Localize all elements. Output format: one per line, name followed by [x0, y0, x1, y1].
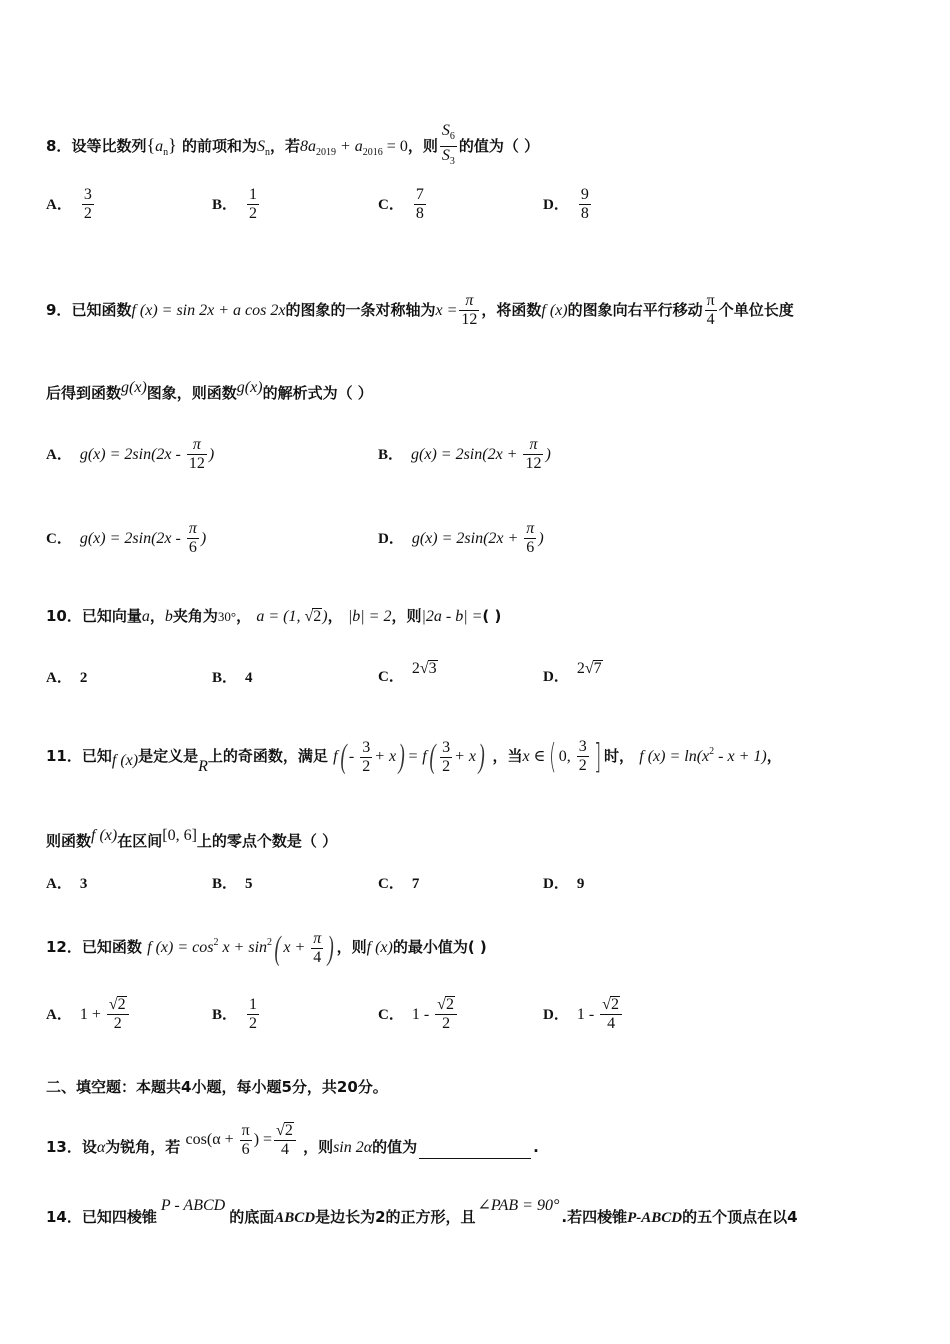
q10-vector-a: a = (1, √2): [256, 608, 328, 625]
q11-option-d[interactable]: D． 9: [543, 876, 585, 892]
q12-option-a[interactable]: A． 1 + $\frac{√2}{2}$: [46, 996, 131, 1033]
q9-function: f (x) = sin 2x + a cos 2x: [131, 302, 286, 319]
q10-stem: 10．已知向量a，b夹角为30°， a = (1, √2)， |b| = 2，则|2a - b| =( ): [46, 607, 502, 625]
q10-option-d[interactable]: D． 2√7: [543, 660, 602, 685]
q13-answer-blank[interactable]: [419, 1140, 531, 1159]
q9-axis: $\frac{\pi}{12}$: [461, 292, 478, 328]
q9-option-b[interactable]: B． g(x) = 2sin(2x + $\frac{\pi}{12}$ ): [378, 436, 551, 472]
q11-definition: f $(x) = \ln(x^2 - x + 1)$: [639, 746, 767, 765]
q10-expr: |2a - b| =: [421, 608, 483, 625]
q11-equation: f( - $\frac{3}{2}$ + x) = f( $\frac{3}{2}$ + x): [333, 738, 485, 776]
section-fill-in-blank-title: 二、填空题：本题共4小题，每小题5分，共20分。: [46, 1078, 388, 1096]
q13-condition: cos(α + $\frac{\pi}{6}$ ) = $\frac{√2}{4}$: [186, 1131, 298, 1148]
q12-stem: 12．已知函数 f $(x) = \cos^2 x + \sin^2$( x + $\frac{\pi}{4}$ ) ，则f (x)的最小值为( ): [46, 929, 487, 967]
q9-stem-line1: 9．已知函数f (x) = sin 2x + a cos 2x的图象的一条对称轴为x = $\frac{\pi}{12}$ ，将函数f (x)的图象向右平行移动 $\frac{\pi}{4}$ 个单位长度: [46, 292, 794, 328]
q12-function: f $(x) = \cos^2 x + \sin^2$( x + $\frac{\pi}{4}$ ): [147, 929, 335, 967]
q8-an: $a_n$: [155, 138, 169, 158]
q8-option-a[interactable]: A． $\frac{3}{2}$: [46, 186, 92, 222]
q8-stem: 8．设等比数列$\{a_n\}$ 的前项和为$S_n$，若$8a_{2019} + a_{2016} = 0$，则 $\frac{S_6}{S_3}$ 的值为（ ）: [46, 122, 539, 171]
q10-option-a[interactable]: A． 2: [46, 670, 88, 686]
q11-option-c[interactable]: C． 7: [378, 876, 420, 892]
q11-number: 11．: [46, 747, 82, 765]
q14-stem: 14．已知四棱锥P - ABCD的底面ABCD是边长为2的正方形，且∠PAB = 90°.若四棱锥P-ABCD的五个顶点在以4: [46, 1197, 798, 1226]
q11-stem-line1: 11．已知f (x)是定义是R上的奇函数，满足 f( - $\frac{3}{2}$ + x) = f( $\frac{3}{2}$ + x) ，当x ∈( 0, $\frac{3}{2}$ ] 时， f $(x) = \ln(x^2 - x + 1)$，: [46, 736, 782, 777]
q11-option-a[interactable]: A． 3: [46, 876, 88, 892]
q9-number: 9．: [46, 301, 72, 319]
q11-option-b[interactable]: B． 5: [212, 876, 253, 892]
q12-option-d[interactable]: D． 1 - $\frac{√2}{4}$: [543, 996, 624, 1033]
q9-option-d[interactable]: D． g(x) = 2sin(2x + $\frac{\pi}{6}$ ): [378, 520, 544, 556]
q10-option-c[interactable]: C． 2√3: [378, 660, 437, 685]
q10-norm-b: |b| = 2: [347, 608, 392, 625]
q8-text: 设等比数列: [71, 137, 147, 155]
q8-option-d[interactable]: D． $\frac{9}{8}$: [543, 186, 589, 222]
q8-seq: {: [146, 135, 156, 155]
q8-option-b[interactable]: B． $\frac{1}{2}$: [212, 186, 258, 222]
q10-number: 10．: [46, 607, 82, 625]
q9-shift: $\frac{\pi}{4}$: [706, 292, 715, 328]
q9-option-a[interactable]: A． g(x) = 2sin(2x - $\frac{\pi}{12}$ ): [46, 436, 215, 472]
q8-option-c[interactable]: C． $\frac{7}{8}$: [378, 186, 424, 222]
q12-number: 12．: [46, 938, 82, 957]
q8-sn: $S_n$: [256, 138, 270, 158]
q12-option-c[interactable]: C． 1 - $\frac{√2}{2}$: [378, 996, 459, 1033]
q12-option-b[interactable]: B． $\frac{1}{2}$: [212, 996, 258, 1032]
q11-stem-line2: 则函数f (x)在区间[0, 6]上的零点个数是（ ）: [46, 827, 338, 850]
q8-equation: $8a_{2019} + a_{2016} = 0$: [300, 138, 408, 158]
q14-number: 14．: [46, 1208, 82, 1226]
q13-number: 13．: [46, 1138, 82, 1157]
q8-ratio: $\frac{S_6}{S_3}$: [441, 122, 455, 167]
q13-stem: 13．设α为锐角，若 cos(α + $\frac{\pi}{6}$ ) = $\frac{√2}{4}$ ，则sin 2α的值为 .: [46, 1122, 539, 1158]
q8-number: 8．: [46, 137, 72, 155]
q9-option-c[interactable]: C． g(x) = 2sin(2x - $\frac{\pi}{6}$ ): [46, 520, 207, 556]
q10-option-b[interactable]: B． 4: [212, 670, 253, 686]
q9-stem-line2: 后得到函数g(x)图象，则函数g(x)的解析式为（ ）: [46, 379, 373, 402]
